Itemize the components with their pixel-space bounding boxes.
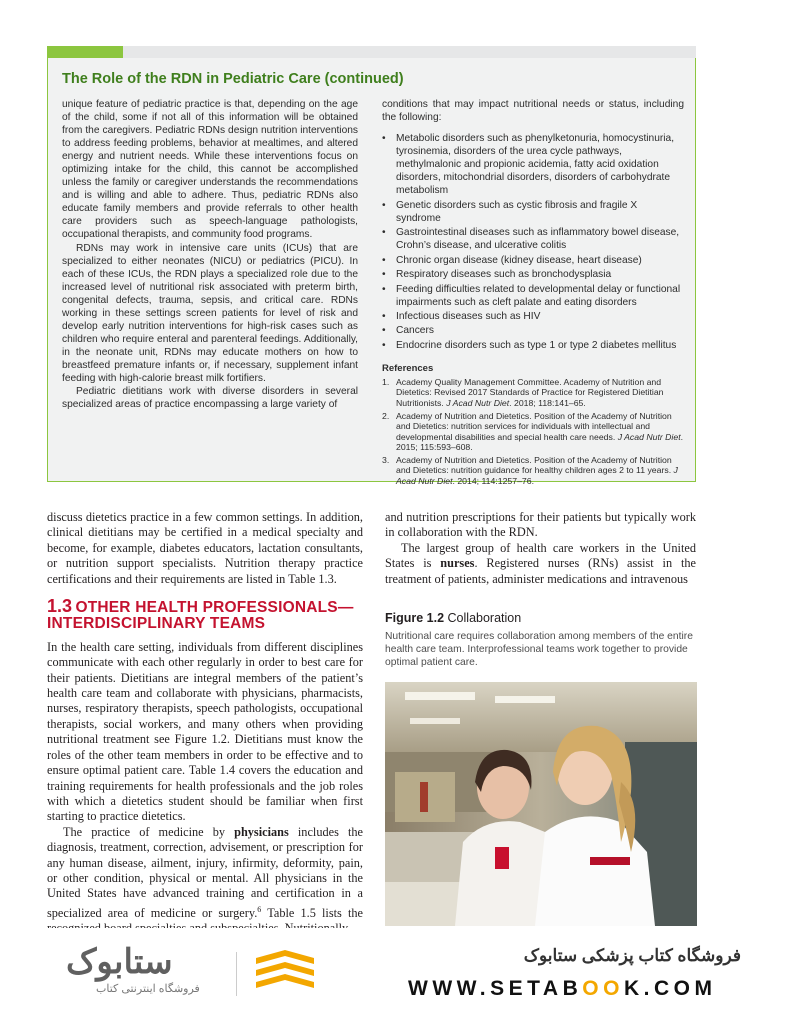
term-nurses: nurses bbox=[440, 556, 475, 571]
main-right-column bbox=[385, 510, 696, 587]
feature-box bbox=[47, 58, 696, 486]
body-paragraph: and nutrition prescriptions for their patients but typically work in collaboration with the RDN. bbox=[385, 510, 696, 540]
list-item: • Respiratory diseases such as bronchodysplasia bbox=[382, 269, 612, 281]
reference-item: 3. Academy of Nutrition and Dietetics. Position of the Academy of Nutrition and Dietetics: nutrition guidance for healthy children ages 2 to 11 years. J Acad Nutr Diet. 2014; 114:1257–76. bbox=[382, 455, 678, 486]
bullet-icon: • bbox=[382, 254, 386, 266]
figure-name: Collaboration bbox=[447, 611, 522, 625]
list-item: • Infectious diseases such as HIV bbox=[382, 311, 541, 323]
section-title-line-2: INTERDISCIPLINARY TEAMS bbox=[47, 615, 266, 633]
logo-subtitle: فروشگاه اینترنتی کتاب bbox=[96, 983, 200, 995]
book-stack-icon bbox=[252, 950, 318, 996]
citation-6: 6 bbox=[257, 904, 262, 914]
box-left-column bbox=[62, 98, 358, 411]
figure-label: Figure 1.2 bbox=[385, 611, 445, 625]
box-paragraph: Pediatric dietitians work with diverse disorders in several specialized areas of practice encompassing a large variety of bbox=[62, 386, 358, 411]
list-item: • Genetic disorders such as cystic fibrosis and fragile X syndrome bbox=[382, 199, 638, 224]
section-number: 1.3 bbox=[47, 596, 73, 617]
references-heading: References bbox=[382, 362, 434, 374]
list-item: • Metabolic disorders such as phenylketonuria, homocystinuria, tyrosinemia, disorders of the urea cycle pathways, methylmalonic and propionic acidemia, fatty acid oxidation disorders, mitochondrial disorders, disorders of carbohydrate metabolism bbox=[382, 133, 675, 197]
list-item: • Chronic organ disease (kidney disease, heart disease) bbox=[382, 254, 642, 266]
bullet-icon: • bbox=[382, 199, 386, 211]
box-title: The Role of the RDN in Pediatric Care (continued) bbox=[62, 71, 404, 87]
section-title-line-1: OTHER HEALTH PROFESSIONALS— bbox=[75, 599, 354, 617]
bullet-icon: • bbox=[382, 133, 386, 145]
list-item: • Feeding difficulties related to developmental delay or functional impairments such as cleft palate and eating disorders bbox=[382, 283, 681, 308]
footer-banner bbox=[0, 928, 789, 1010]
list-item: • Cancers bbox=[382, 325, 434, 337]
bullet-icon: • bbox=[382, 339, 386, 351]
box-right-column bbox=[382, 98, 684, 489]
box-top-bar bbox=[47, 46, 696, 58]
box-paragraph: unique feature of pediatric practice is that, depending on the age of the child, some if not all of this information will be obtained from the caregivers. Pediatric RDNs design nutrition interventions to address feeding problems, behavior at mealtimes, and altered energy and nutrient needs. While these interventions focus on optimizing intake for the child, this cannot be accomplished unless the family or caregiver understands the recommendations and is willing and able to adhere. Thus, pediatric RDNs also educate family members and provide referrals to other health care providers such as speech-language pathologists, occupational therapists, and community food programs. bbox=[62, 99, 358, 241]
reference-item: 1. Academy Quality Management Committee. Academy of Nutrition and Dietetics: Revised 2017 Standards of Practice for Registered Dietitian Nutritionists. J Acad Nutr Diet. 2018; 118:141–65. bbox=[382, 377, 664, 408]
logo-divider bbox=[236, 952, 237, 996]
figure-caption: Nutritional care requires collaboration among members of the entire health care team. Interprofessional teams work together to provide optimal patient care. bbox=[385, 631, 693, 668]
box-accent bbox=[47, 46, 123, 58]
bullet-icon: • bbox=[382, 283, 386, 295]
figure-title bbox=[385, 611, 521, 625]
body-paragraph: The practice of medicine by physicians includes the diagnosis, treatment, correction, advisement, or prescription for any human disease, ailment, injury, infirmity, deformity, pain, or other condition, physical or mental. All physicians in the United States have advanced training and certification in a specialized area of medicine or surgery.$^6$ Table 1.5 lists the bbox=[47, 824, 363, 920]
store-logo bbox=[66, 942, 386, 1004]
body-paragraph: In the health care setting, individuals from different disciplines communicate with each other regularly in order to best care for their patients. Dietitians are integral members of the patient’s health care team and collaborate with physicians, pharmacists, nurses, respiratory therapists, speech pathologists, occupational therapists, social workers, and many others when providing nutritional treatment see Figure 1.2. Dietitians must know the roles of the other team members in order to be effective and to ensure optimal patient care. Table 1.4 covers the education and training requirements for health professionals and the job roles with which a dietetics student should be familiar when first starting to practice dietetics. bbox=[47, 639, 363, 824]
main-left-column bbox=[47, 510, 363, 937]
section-heading bbox=[47, 596, 363, 633]
collaboration-photo bbox=[385, 682, 697, 926]
list-item: • Gastrointestinal diseases such as inflammatory bowel disease, Crohn’s disease, and ulcerative colitis bbox=[382, 227, 680, 252]
shop-url[interactable]: WWW.SETABOOK.COM bbox=[408, 977, 717, 1000]
body-paragraph: The largest group of health care workers in the United States is nurses. Registered nurses (RNs) assist in the treatment of patients, administer medications and intravenous bbox=[385, 540, 696, 586]
box-intro: conditions that may impact nutritional needs or status, including the following: bbox=[382, 99, 684, 124]
list-item: • Endocrine disorders such as type 1 or type 2 diabetes mellitus bbox=[382, 339, 677, 351]
references-list bbox=[382, 377, 684, 486]
bullet-icon: • bbox=[382, 227, 386, 239]
bullet-icon: • bbox=[382, 325, 386, 337]
logo-text: ستابوک bbox=[66, 943, 173, 981]
box-paragraph: RDNs may work in intensive care units (ICUs) that are specialized to either neonates (NICU) or pediatrics (PICU). In each of these ICUs, the RDN plays a specialized role due to the increased level of nutritional risk associated with preterm birth, congenital defects, trauma, sepsis, and critical care. RDNs working in these settings screen patients for level of risk and develop early nutrition interventions for high-risk cases such as children who require enteral and parenteral feedings. Additionally, in the neonate unit, RDNs may educate mothers on how to breastfeed premature infants or, if necessary, supplement infant feeding with high-calorie breast milk fortifiers. bbox=[62, 242, 358, 384]
term-physicians: physicians bbox=[234, 824, 289, 839]
bullet-icon: • bbox=[382, 269, 386, 281]
shop-name: فروشگاه کتاب پزشکی ستابوک bbox=[523, 946, 741, 965]
condition-list bbox=[382, 132, 684, 352]
reference-item: 2. Academy of Nutrition and Dietetics. Position of the Academy of Nutrition and Dietetics: nutrition services for individuals with intellectual and developmental disabilities and special health care needs. J Acad Nutr Diet. 2015; 115:593–608. bbox=[382, 410, 684, 452]
body-paragraph: discuss dietetics practice in a few common settings. In addition, clinical dietitians may be certified in a medical specialty and become, for example, diabetes educators, lactation consultants, or nutrition support specialists. Nutrition therapy practice certifications and their requirements are listed in Table 1.3. bbox=[47, 510, 363, 586]
bullet-icon: • bbox=[382, 311, 386, 323]
